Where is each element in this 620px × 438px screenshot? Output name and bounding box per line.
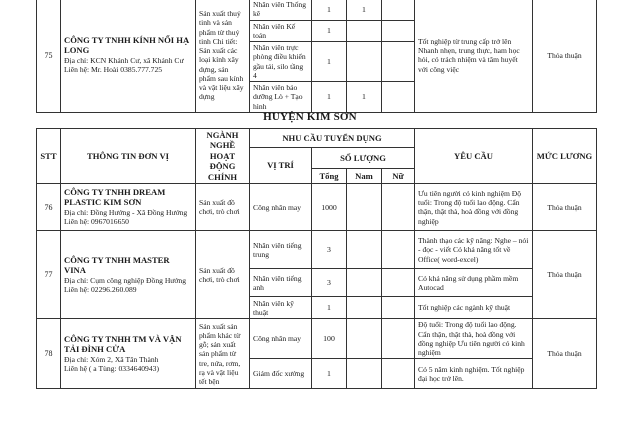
company-address: Địa chỉ: Đồng Hướng - Xã Đồng Hướng (64, 208, 188, 218)
company-address: Địa chỉ: Xóm 2, Xã Tân Thành (64, 354, 159, 364)
position-female (382, 297, 415, 319)
position-title: Nhân viên Kế toán (250, 20, 312, 42)
company-contact: Liên hệ ( a Tùng: 0334640943) (64, 363, 159, 373)
salary-cell: Thỏa thuận (533, 184, 597, 231)
salary-cell: Thỏa thuận (533, 0, 597, 112)
company-info-cell (61, 184, 196, 231)
position-male (347, 20, 382, 42)
requirement-cell: Có khả năng sử dụng phầm mềm Autocad (415, 269, 533, 297)
requirement-cell: Có 5 năm kinh nghiệm. Tốt nghiệp đại học trở lên. (415, 359, 533, 389)
row-stt: 76 (37, 184, 61, 231)
company-name: CÔNG TY TNHH MASTER VINA (64, 254, 170, 275)
company-info-cell (61, 0, 196, 112)
industry-cell: Sản xuất đồ chơi, trò chơi (196, 231, 250, 319)
position-title: Nhân viên trực phòng điều khiển gầu tải, silo tầng 4 (250, 42, 312, 82)
position-female (382, 359, 415, 389)
header-total: Tổng (312, 169, 347, 184)
position-female (382, 20, 415, 42)
position-total: 1 (312, 359, 347, 389)
position-male: 1 (347, 0, 382, 20)
row-stt: 77 (37, 231, 61, 319)
position-male (347, 297, 382, 319)
position-female (382, 231, 415, 269)
company-contact: Liên hệ: 02296.260.089 (64, 284, 137, 294)
position-female (382, 319, 415, 359)
requirement-cell: Thành thạo các kỹ năng: Nghe – nói - đọc - viết Có khả năng tốt về Office( word-excel) (415, 231, 533, 269)
position-female (382, 42, 415, 82)
company-info-cell (61, 231, 196, 319)
row-stt: 75 (37, 0, 61, 112)
salary-cell: Thỏa thuận (533, 231, 597, 319)
position-total: 3 (312, 231, 347, 269)
industry-cell: Sản xuất đồ chơi, trò chơi (196, 184, 250, 231)
company-info-cell (61, 319, 196, 389)
position-title: Công nhân may (250, 184, 312, 231)
position-total: 1 (312, 82, 347, 113)
company-name: CÔNG TY TNHH KÍNH NỔI HẠ LONG (64, 35, 190, 56)
row-stt: 78 (37, 319, 61, 389)
position-total: 100 (312, 319, 347, 359)
requirement-cell: Tốt nghiệp các ngành kỹ thuật (415, 297, 533, 319)
header-quantity: SỐ LƯỢNG (312, 148, 415, 169)
company-name: CÔNG TY TNHH TM VÀ VẬN TẢI ĐÌNH CỬA (64, 333, 182, 354)
company-contact: Liên hệ: 0967016650 (64, 217, 129, 227)
company-contact: Liên hệ: Mr. Hoài 0385.777.725 (64, 65, 163, 75)
requirement-cell: Ưu tiên người có kinh nghiệm Độ tuổi: Trong độ tuổi lao động. Cẩn thận, thật thà, hoà đồng với đồng nghiệp (415, 184, 533, 231)
industry-cell: Sản xuất thuỷ tinh và sản phẩm từ thuỷ tinh Chi tiết: Sản xuất các loại kính xây dựng, sản phẩm sau kính và vật liệu xây dựng (196, 0, 250, 112)
header-female: Nữ (382, 169, 415, 184)
header-position: VỊ TRÍ (250, 148, 312, 184)
header-salary: MỨC LƯƠNG (533, 129, 597, 184)
position-title: Nhân viên tiếng anh (250, 269, 312, 297)
position-total: 1000 (312, 184, 347, 231)
position-male (347, 231, 382, 269)
position-total: 1 (312, 42, 347, 82)
company-address: Địa chỉ: Cụm công nghiệp Đồng Hướng (64, 275, 187, 285)
position-title: Nhân viên kỹ thuật (250, 297, 312, 319)
district-title: HUYỆN KIM SƠN (263, 111, 357, 123)
industry-cell: Sản xuất sản phẩm khác từ gỗ; sản xuất sản phẩm từ tre, nứa, rơm, rạ và vật liệu tết bện (196, 319, 250, 389)
header-male: Nam (347, 169, 382, 184)
position-total: 3 (312, 269, 347, 297)
company-address: Địa chỉ: KCN Khánh Cư, xã Khánh Cư (64, 56, 184, 65)
position-title: Nhân viên Thống kê (250, 0, 312, 20)
position-title: Nhân viên tiếng trung (250, 231, 312, 269)
main-recruitment-table (36, 128, 597, 389)
position-title: Nhân viên bảo dưỡng Lò + Tạo hình (250, 82, 312, 113)
position-title: Giám đốc xưởng (250, 359, 312, 389)
company-name: CÔNG TY TNHH DREAM PLASTIC KIM SƠN (64, 187, 166, 208)
position-female (382, 184, 415, 231)
position-male (347, 319, 382, 359)
position-male (347, 184, 382, 231)
position-male (347, 42, 382, 82)
position-male (347, 359, 382, 389)
position-male: 1 (347, 82, 382, 113)
header-company: THÔNG TIN ĐƠN VỊ (61, 129, 196, 184)
position-female (382, 269, 415, 297)
requirement-cell: Độ tuổi: Trong độ tuổi lao động. Cẩn thận, thật thà, hoà đồng với đồng nghiệp Ưu tiên người có kinh nghiệm (415, 319, 533, 359)
position-total: 1 (312, 20, 347, 42)
header-demand: NHU CẦU TUYỂN DỤNG (250, 129, 415, 148)
top-recruitment-table (36, 0, 597, 113)
salary-cell: Thỏa thuận (533, 319, 597, 389)
position-total: 1 (312, 0, 347, 20)
position-female (382, 82, 415, 113)
header-stt: STT (37, 129, 61, 184)
position-female (382, 0, 415, 20)
position-title: Công nhân may (250, 319, 312, 359)
header-requirement: YÊU CẦU (415, 129, 533, 184)
requirement-cell: Tốt nghiệp từ trung cấp trở lên Nhanh nhẹn, trung thực, ham học hỏi, có trách nhiệm và tâm huyết với công việc (415, 0, 533, 112)
position-male (347, 269, 382, 297)
position-total: 1 (312, 297, 347, 319)
header-industry: NGÀNH NGHỀ HOẠT ĐỘNG CHÍNH (196, 129, 250, 184)
